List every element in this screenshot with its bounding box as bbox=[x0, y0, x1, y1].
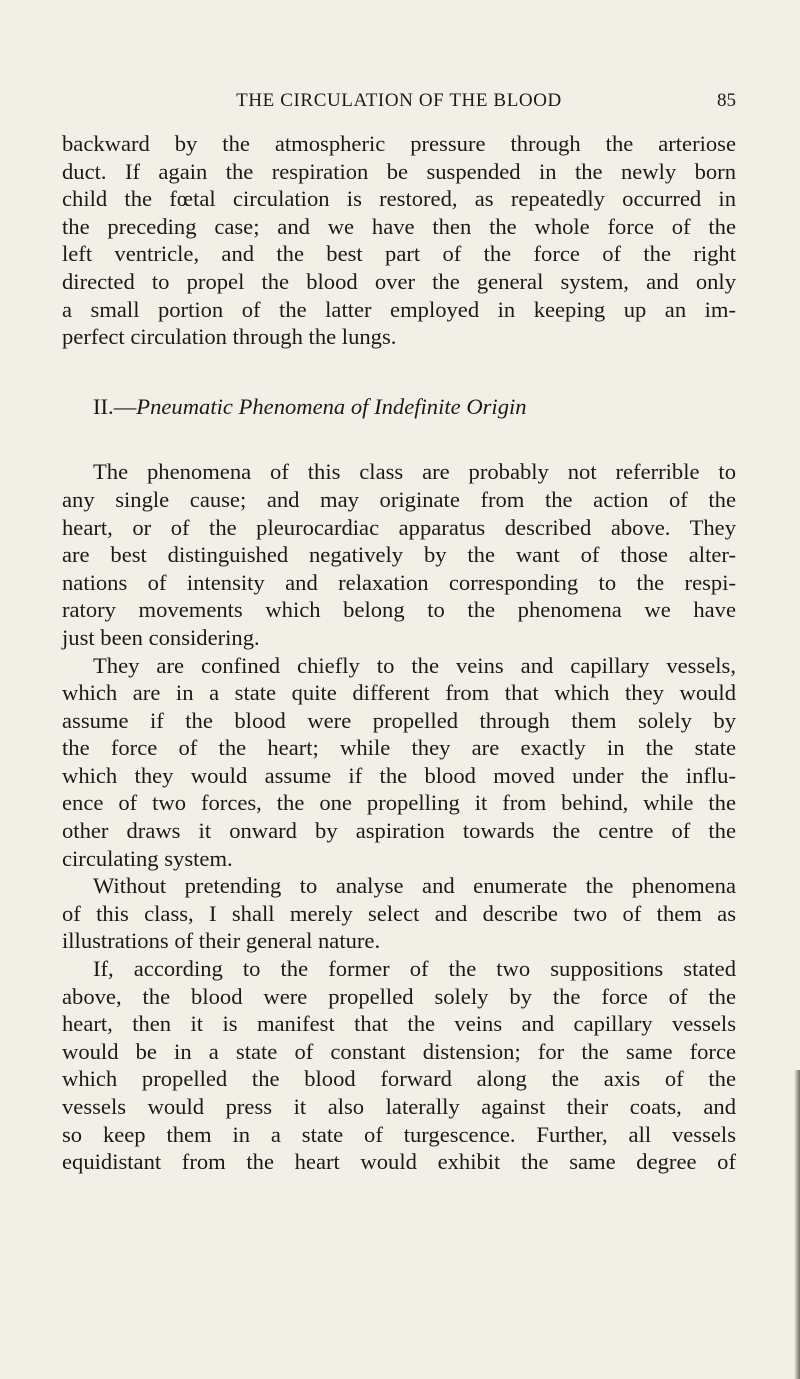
text-line: a small portion of the latter employed in keeping up an im- bbox=[62, 296, 736, 322]
paragraph-1 bbox=[62, 130, 736, 351]
text-line: would be in a state of constant distension; for the same force bbox=[62, 1038, 736, 1064]
page-header bbox=[62, 90, 736, 114]
text-line: any single cause; and may originate from the action of the bbox=[62, 486, 736, 512]
text-line: are best distinguished negatively by the want of those alter- bbox=[62, 542, 736, 568]
text-line: left ventricle, and the best part of the force of the right bbox=[62, 241, 736, 267]
text-line: backward by the atmospheric pressure through the arteriose bbox=[62, 131, 736, 156]
text-line: ence of two forces, the one propelling it from behind, while the bbox=[62, 790, 736, 816]
page-edge-shadow bbox=[794, 1070, 800, 1379]
text-line: The phenomena of this class are probably not referrible to bbox=[93, 459, 736, 485]
running-title: THE CIRCULATION OF THE BLOOD bbox=[236, 90, 562, 111]
text-line: heart, then it is manifest that the veins and capillary vessels bbox=[62, 1011, 736, 1037]
body-text bbox=[62, 130, 736, 1176]
text-line: the preceding case; and we have then the whole force of the bbox=[62, 213, 736, 239]
paragraph-3 bbox=[62, 652, 736, 873]
text-line: equidistant from the heart would exhibit the same degree of bbox=[62, 1149, 736, 1175]
text-line: above, the blood were propelled solely by the force of the bbox=[62, 983, 736, 1009]
paragraph-4 bbox=[62, 872, 736, 955]
text-line: Without pretending to analyse and enumerate the phenomena bbox=[93, 873, 736, 899]
text-line: which they would assume if the blood moved under the influ- bbox=[62, 762, 736, 788]
paragraph-2 bbox=[62, 458, 736, 651]
page-number: 85 bbox=[717, 90, 736, 111]
text-line: directed to propel the blood over the general system, and only bbox=[62, 268, 736, 294]
text-line: circulating system. bbox=[62, 845, 233, 871]
section-title: Pneumatic Phenomena of Indefinite Origin bbox=[136, 393, 527, 419]
text-line: of this class, I shall merely select and describe two of them as bbox=[62, 900, 736, 926]
text-line: nations of intensity and relaxation corresponding to the respi- bbox=[62, 569, 736, 595]
text-line: vessels would press it also laterally against their coats, and bbox=[62, 1094, 736, 1119]
text-line: assume if the blood were propelled through them solely by bbox=[62, 707, 736, 733]
text-line: which propelled the blood forward along the axis of the bbox=[62, 1066, 736, 1092]
text-line: ratory movements which belong to the phenomena we have bbox=[62, 597, 736, 623]
text-line: illustrations of their general nature. bbox=[62, 928, 381, 954]
paragraph-5 bbox=[62, 955, 736, 1176]
text-line: so keep them in a state of turgescence. Further, all vessels bbox=[62, 1121, 736, 1147]
text-line: child the fœtal circulation is restored, as repeatedly occurred in bbox=[62, 186, 736, 212]
section-heading bbox=[62, 393, 736, 421]
text-line: just been considering. bbox=[62, 624, 260, 650]
text-line: which are in a state quite different from that which they would bbox=[62, 680, 736, 706]
text-line: heart, or of the pleurocardiac apparatus described above. They bbox=[62, 514, 736, 540]
section-numeral: II.— bbox=[93, 393, 137, 419]
text-line: They are confined chiefly to the veins and capillary vessels, bbox=[93, 652, 736, 678]
text-line: If, according to the former of the two suppositions stated bbox=[93, 956, 736, 982]
text-line: duct. If again the respiration be suspended in the newly born bbox=[62, 158, 736, 184]
text-line: the force of the heart; while they are exactly in the state bbox=[62, 735, 736, 761]
text-line: other draws it onward by aspiration towards the centre of the bbox=[62, 818, 736, 844]
text-line: perfect circulation through the lungs. bbox=[62, 324, 397, 350]
